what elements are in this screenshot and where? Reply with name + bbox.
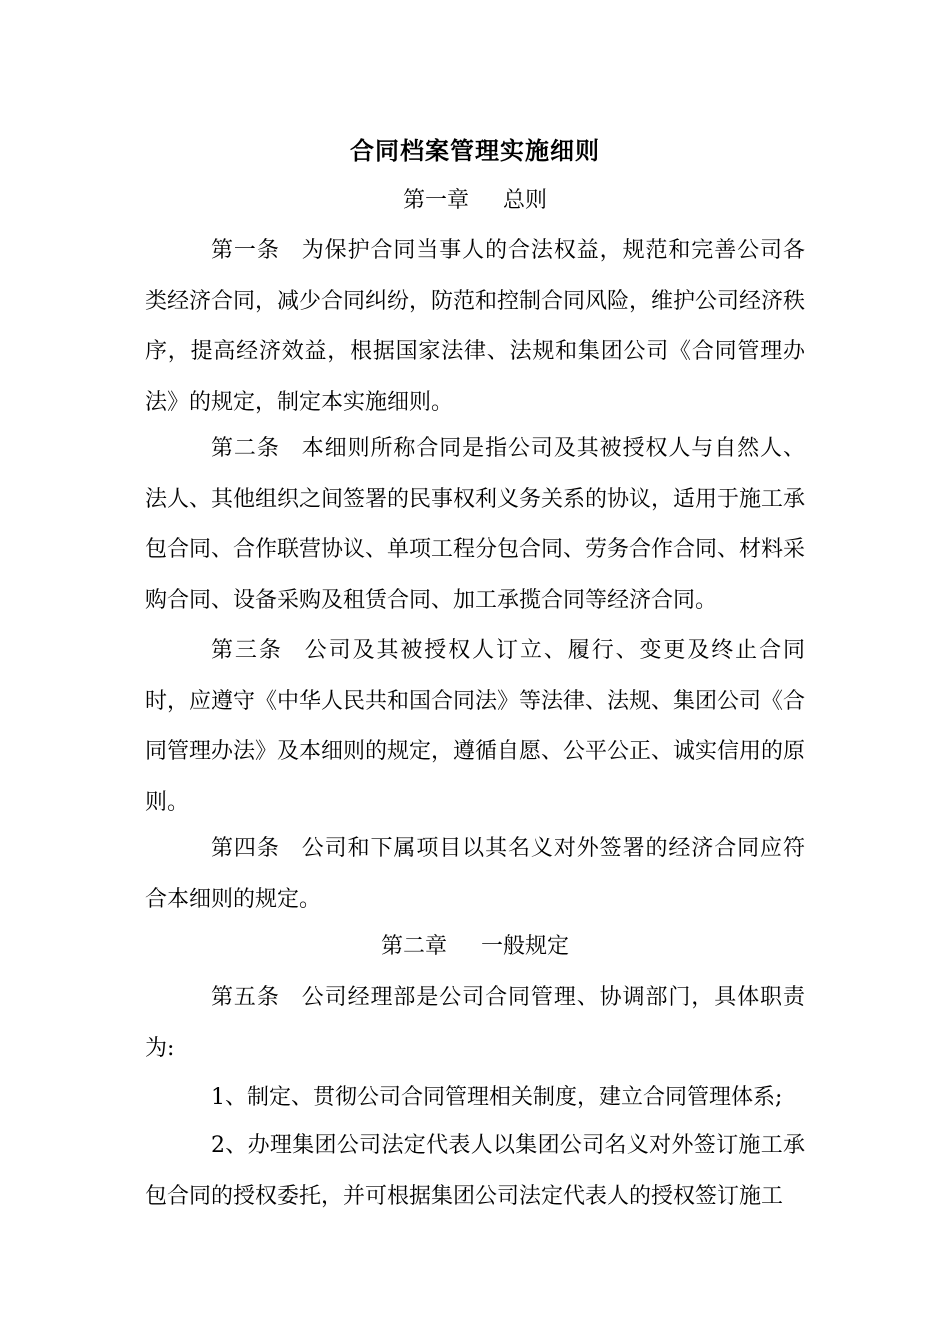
chapter-heading-2 xyxy=(0,931,950,963)
article-text: 本细则所称合同是指公司及其被授权人与自然人、法人、其他组织之间签署的民事权利义务关系的协议，适用于施工承包合同、合作联营协议、单项工程分包合同、劳务合作合同、材料采购合同、设备采购及租赁合同、加工承揽合同等经济合同。 xyxy=(145,436,806,613)
article-text: 公司及其被授权人订立、履行、变更及终止合同时，应遵守《中华人民共和国合同法》等法律、法规、集团公司《合同管理办法》及本细则的规定，遵循自愿、公平公正、诚实信用的原则。 xyxy=(145,638,806,815)
article-text: 为保护合同当事人的合法权益，规范和完善公司各类经济合同，减少合同纠纷，防范和控制合同风险，维护公司经济秩序，提高经济效益，根据国家法律、法规和集团公司《合同管理办法》的规定，制定本实施细则。 xyxy=(145,238,806,415)
article-label: 第三条 xyxy=(211,638,283,663)
article-text: 公司和下属项目以其名义对外签署的经济合同应符合本细则的规定。 xyxy=(145,836,805,912)
article-5 xyxy=(145,973,805,1074)
article-label: 第一条 xyxy=(211,238,280,263)
article-label: 第五条 xyxy=(211,985,280,1010)
document-title: 合同档案管理实施细则 xyxy=(350,137,600,165)
chapter-name: 总则 xyxy=(503,188,548,213)
chapter-number: 第一章 xyxy=(402,188,469,213)
article-label: 第四条 xyxy=(211,836,280,861)
article-4 xyxy=(145,824,805,925)
article-3 xyxy=(145,626,805,828)
article-text: 公司经理部是公司合同管理、协调部门，具体职责为: xyxy=(145,985,805,1061)
article-2 xyxy=(145,424,805,626)
chapter-heading-1 xyxy=(0,185,950,217)
article-label: 第二条 xyxy=(211,436,280,461)
article-1 xyxy=(145,226,805,428)
chapter-number: 第二章 xyxy=(380,934,447,959)
list-item-1: 1、制定、贯彻公司合同管理相关制度，建立合同管理体系; xyxy=(211,1085,783,1110)
chapter-name: 一般规定 xyxy=(481,934,570,959)
list-item-2: 2、办理集团公司法定代表人以集团公司名义对外签订施工承包合同的授权委托，并可根据集团公司法定代表人的授权签订施工 xyxy=(145,1133,805,1209)
